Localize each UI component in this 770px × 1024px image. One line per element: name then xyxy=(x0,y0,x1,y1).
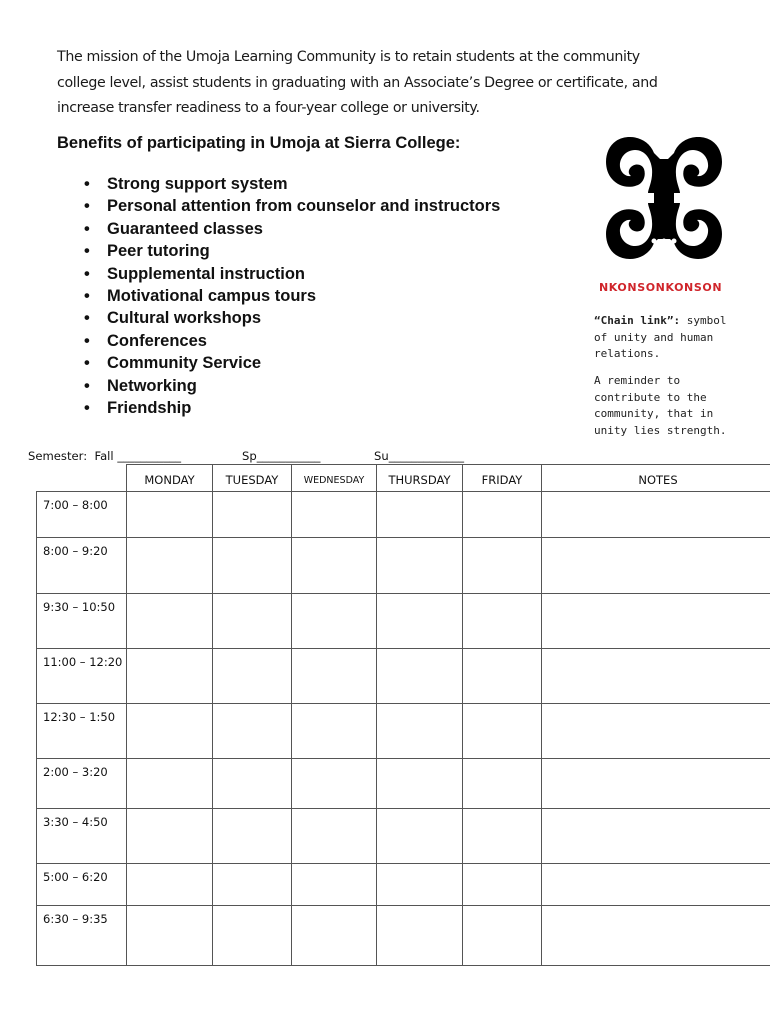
table-corner xyxy=(37,465,127,492)
notes-cell[interactable] xyxy=(542,649,770,704)
time-slot: 7:00 – 8:00 xyxy=(37,492,127,538)
schedule-cell[interactable] xyxy=(127,809,213,864)
list-item xyxy=(84,240,500,262)
list-item xyxy=(84,218,500,240)
schedule-cell[interactable] xyxy=(213,704,292,759)
bullet-icon: • xyxy=(84,309,90,328)
schedule-cell[interactable] xyxy=(377,594,463,649)
bullet-icon: • xyxy=(84,287,90,306)
schedule-cell[interactable] xyxy=(213,864,292,906)
schedule-cell[interactable] xyxy=(213,492,292,538)
bullet-icon: • xyxy=(84,175,90,193)
symbol-name: NKONSONKONSON xyxy=(599,281,723,294)
time-slot: 5:00 – 6:20 xyxy=(37,864,127,906)
notes-cell[interactable] xyxy=(542,492,770,538)
schedule-cell[interactable] xyxy=(213,809,292,864)
schedule-cell[interactable] xyxy=(292,759,377,809)
bullet-icon: • xyxy=(84,197,90,216)
column-header: FRIDAY xyxy=(463,465,542,492)
semester-summer-field[interactable]: Su_____________ xyxy=(374,449,465,463)
schedule-cell[interactable] xyxy=(463,809,542,864)
table-row xyxy=(37,906,770,966)
list-item xyxy=(84,173,500,195)
schedule-cell[interactable] xyxy=(377,704,463,759)
notes-cell[interactable] xyxy=(542,864,770,906)
mission-line: The mission of the Umoja Learning Community is to retain students at the community xyxy=(57,49,640,65)
benefits-list xyxy=(84,173,500,419)
table-header-row xyxy=(37,465,770,492)
schedule-cell[interactable] xyxy=(127,594,213,649)
bullet-icon: • xyxy=(84,376,90,395)
schedule-cell[interactable] xyxy=(127,704,213,759)
mission-line: college level, assist students in graduating with an Associate’s Degree or certificate, and xyxy=(57,74,658,91)
schedule-cell[interactable] xyxy=(463,704,542,759)
column-header: NOTES xyxy=(542,465,770,492)
bullet-icon: • xyxy=(84,399,90,418)
time-slot: 6:30 – 9:35 xyxy=(37,906,127,966)
benefit-text: Supplemental instruction xyxy=(107,264,306,283)
schedule-cell[interactable] xyxy=(127,538,213,594)
schedule-cell[interactable] xyxy=(213,906,292,966)
list-item xyxy=(84,195,500,217)
benefit-text: Community Service xyxy=(107,354,262,373)
list-item xyxy=(84,307,500,329)
bullet-icon: • xyxy=(84,264,90,283)
schedule-cell[interactable] xyxy=(377,492,463,538)
time-slot: 8:00 – 9:20 xyxy=(37,538,127,594)
schedule-cell[interactable] xyxy=(213,649,292,704)
bullet-icon: • xyxy=(84,219,90,238)
column-header: MONDAY xyxy=(127,465,213,492)
schedule-cell[interactable] xyxy=(127,759,213,809)
time-slot: 3:30 – 4:50 xyxy=(37,809,127,864)
schedule-cell[interactable] xyxy=(377,538,463,594)
schedule-cell[interactable] xyxy=(463,864,542,906)
benefit-text: Cultural workshops xyxy=(107,309,262,328)
bullet-icon: • xyxy=(84,354,90,373)
table-row xyxy=(37,594,770,649)
bullet-icon: • xyxy=(84,331,90,350)
table-row xyxy=(37,704,770,759)
schedule-cell[interactable] xyxy=(127,906,213,966)
schedule-cell[interactable] xyxy=(377,649,463,704)
symbol-reminder: A reminder to contribute to the community, that in unity lies strength. xyxy=(594,374,727,437)
schedule-cell[interactable] xyxy=(377,809,463,864)
benefits-heading: Benefits of participating in Umoja at Sierra College: xyxy=(57,134,461,152)
list-item xyxy=(84,397,500,419)
table-row xyxy=(37,759,770,809)
weekly-schedule-table xyxy=(36,464,770,966)
schedule-cell[interactable] xyxy=(377,906,463,966)
mission-statement xyxy=(57,45,717,122)
list-item xyxy=(84,375,500,397)
semester-fall-field[interactable]: Semester: Fall ___________ xyxy=(28,449,182,463)
time-slot: 12:30 – 1:50 xyxy=(37,704,127,759)
schedule-cell[interactable] xyxy=(213,594,292,649)
symbol-caption-text: symbol of unity and human relations. xyxy=(594,314,727,360)
list-item xyxy=(84,352,500,374)
schedule-cell[interactable] xyxy=(292,809,377,864)
schedule-cell[interactable] xyxy=(463,906,542,966)
schedule-cell[interactable] xyxy=(463,538,542,594)
schedule-cell[interactable] xyxy=(213,759,292,809)
notes-cell[interactable] xyxy=(542,538,770,594)
schedule-cell[interactable] xyxy=(292,864,377,906)
mission-line: increase transfer readiness to a four-year college or university. xyxy=(57,100,480,116)
column-header: WEDNESDAY xyxy=(292,465,377,492)
schedule-cell[interactable] xyxy=(377,759,463,809)
schedule-cell[interactable] xyxy=(377,864,463,906)
schedule-cell[interactable] xyxy=(127,492,213,538)
schedule-cell[interactable] xyxy=(213,538,292,594)
schedule-cell[interactable] xyxy=(292,594,377,649)
notes-cell[interactable] xyxy=(542,809,770,864)
schedule-cell[interactable] xyxy=(127,864,213,906)
benefit-text: Friendship xyxy=(107,399,192,418)
benefit-text: Strong support system xyxy=(107,175,288,193)
table-row xyxy=(37,649,770,704)
nkonsonkonson-chain-link-icon xyxy=(604,131,724,266)
benefit-text: Peer tutoring xyxy=(107,242,210,261)
schedule-cell[interactable] xyxy=(463,492,542,538)
semester-spring-field[interactable]: Sp___________ xyxy=(242,449,321,463)
schedule-cell[interactable] xyxy=(463,649,542,704)
table-row xyxy=(37,809,770,864)
notes-cell[interactable] xyxy=(542,906,770,966)
schedule-cell[interactable] xyxy=(127,649,213,704)
benefit-text: Conferences xyxy=(107,331,207,350)
table-row xyxy=(37,538,770,594)
benefit-text: Motivational campus tours xyxy=(107,287,317,306)
bullet-icon: • xyxy=(84,242,90,261)
schedule-cell[interactable] xyxy=(463,594,542,649)
notes-cell[interactable] xyxy=(542,704,770,759)
time-slot: 2:00 – 3:20 xyxy=(37,759,127,809)
schedule-cell[interactable] xyxy=(292,704,377,759)
schedule-cell[interactable] xyxy=(292,538,377,594)
notes-cell[interactable] xyxy=(542,759,770,809)
list-item xyxy=(84,330,500,352)
notes-cell[interactable] xyxy=(542,594,770,649)
schedule-cell[interactable] xyxy=(292,492,377,538)
list-item xyxy=(84,263,500,285)
benefit-text: Personal attention from counselor and instructors xyxy=(107,197,501,216)
column-header: TUESDAY xyxy=(213,465,292,492)
schedule-cell[interactable] xyxy=(463,759,542,809)
time-slot: 11:00 – 12:20 xyxy=(37,649,127,704)
benefit-text: Guaranteed classes xyxy=(107,219,263,238)
symbol-caption-lead: “Chain link”: xyxy=(594,314,681,327)
schedule-cell[interactable] xyxy=(292,649,377,704)
symbol-caption xyxy=(594,313,744,363)
schedule-cell[interactable] xyxy=(292,906,377,966)
table-row xyxy=(37,492,770,538)
list-item xyxy=(84,285,500,307)
column-header: THURSDAY xyxy=(377,465,463,492)
table-row xyxy=(37,864,770,906)
benefit-text: Networking xyxy=(107,376,197,395)
time-slot: 9:30 – 10:50 xyxy=(37,594,127,649)
